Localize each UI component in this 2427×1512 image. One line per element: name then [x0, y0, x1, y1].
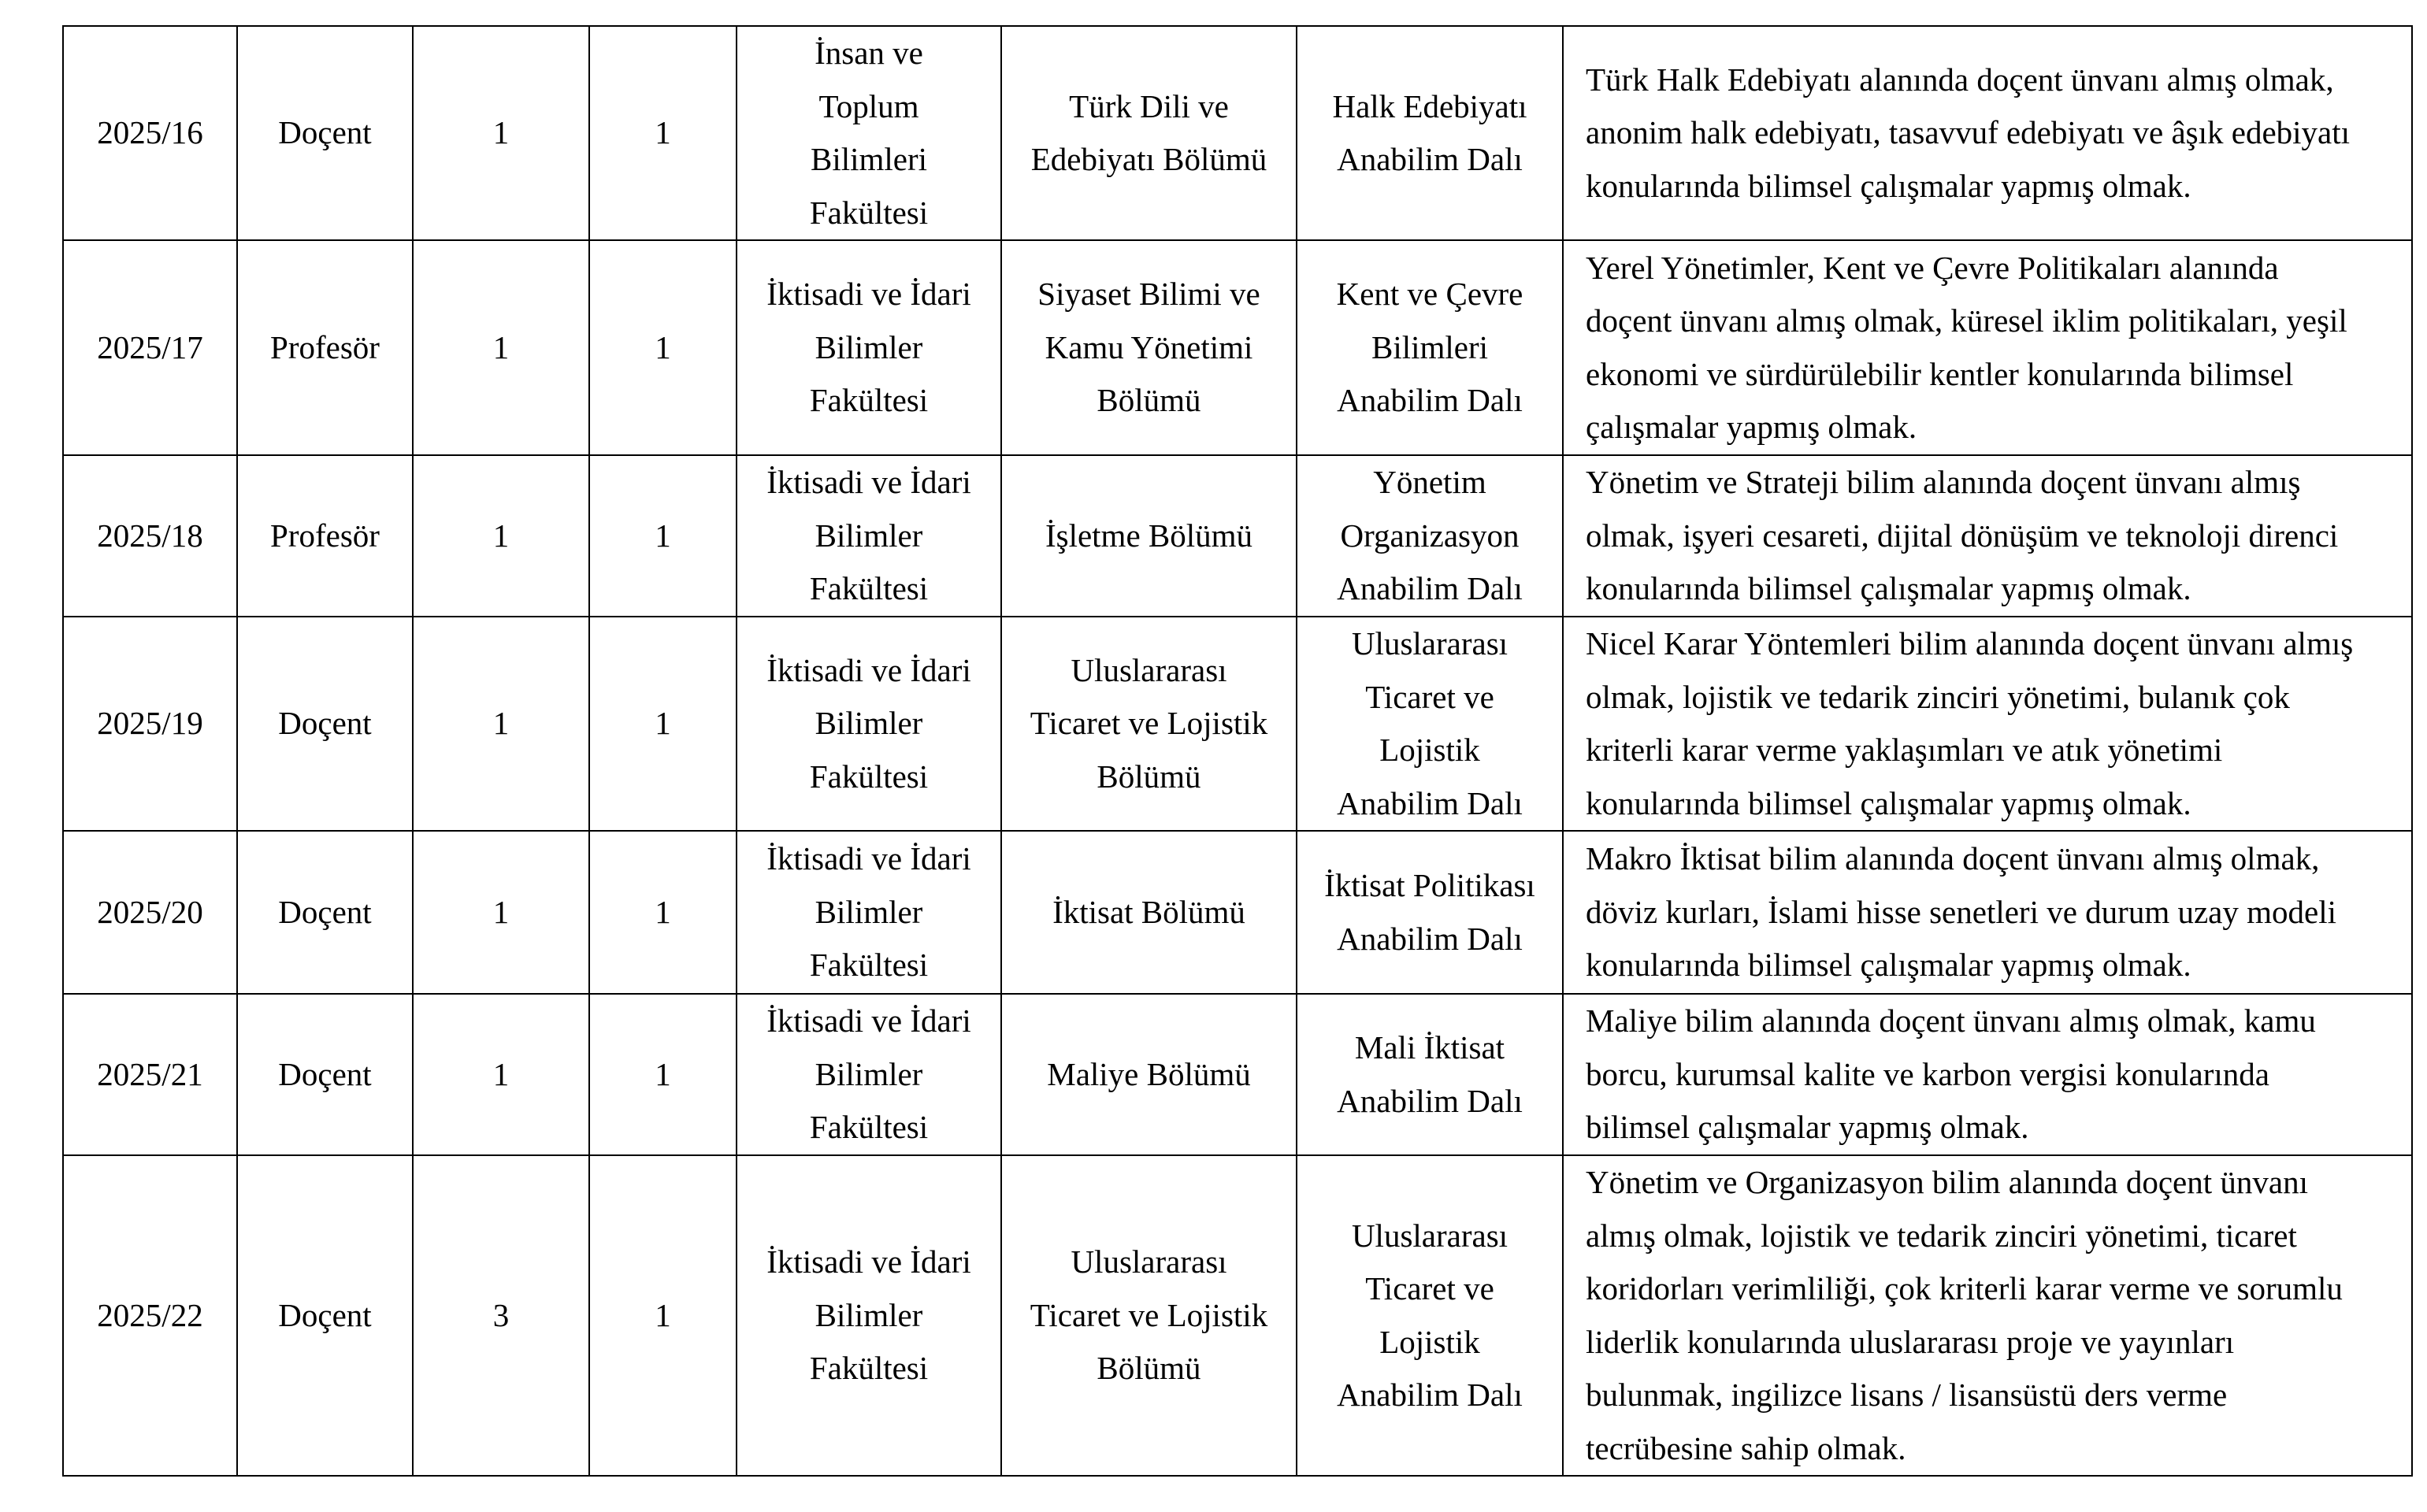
- department-line: Uluslararası: [1071, 1243, 1227, 1280]
- academic-title-cell: Doçent: [237, 1155, 413, 1476]
- division-line: Lojistik: [1379, 1323, 1480, 1360]
- requirements-line: bulunmak, ingilizce lisans / lisansüstü ders verme: [1586, 1377, 2228, 1413]
- staff-count-cell: 1: [413, 26, 589, 240]
- staff-count-cell: 3: [413, 1155, 589, 1476]
- division-line: Anabilim Dalı: [1337, 570, 1523, 607]
- faculty-line: Fakültesi: [809, 947, 929, 984]
- position-number-cell: 2025/22: [63, 1155, 237, 1476]
- requirements-line: Yönetim ve Organizasyon bilim alanında doçent ünvanı: [1586, 1164, 2308, 1200]
- quota-cell: 1: [589, 831, 737, 994]
- division-cell: [1297, 617, 1563, 831]
- department-cell: [1001, 1155, 1297, 1476]
- division-line: Anabilim Dalı: [1337, 382, 1523, 419]
- requirements-line: Nicel Karar Yöntemleri bilim alanında doçent ünvanı almış: [1586, 625, 2354, 662]
- requirements-line: konularında bilimsel çalışmalar yapmış olmak.: [1586, 167, 2191, 204]
- department-line: Ticaret ve Lojistik: [1030, 1296, 1268, 1333]
- division-line: Ticaret ve: [1365, 1270, 1494, 1306]
- requirements-cell: [1563, 240, 2412, 455]
- division-line: Anabilim Dalı: [1337, 1082, 1523, 1119]
- division-cell: [1297, 1155, 1563, 1476]
- requirements-line: doçent ünvanı almış olmak, küresel iklim politikaları, yeşil: [1586, 302, 2347, 339]
- division-line: Bilimleri: [1371, 328, 1489, 365]
- academic-title-cell: Profesör: [237, 240, 413, 455]
- requirements-cell: [1563, 1155, 2412, 1476]
- department-cell: [1001, 26, 1297, 240]
- division-line: Halk Edebiyatı: [1332, 87, 1527, 124]
- division-line: Kent ve Çevre: [1336, 276, 1523, 313]
- department-cell: [1001, 831, 1297, 994]
- faculty-line: İktisadi ve İdari: [766, 1243, 971, 1280]
- faculty-line: Fakültesi: [809, 382, 929, 419]
- faculty-line: Bilimler: [815, 1055, 923, 1092]
- position-number-cell: 2025/21: [63, 994, 237, 1155]
- department-line: Bölümü: [1097, 1350, 1201, 1387]
- quota-cell: 1: [589, 455, 737, 617]
- table-row: [63, 455, 2412, 617]
- position-number-cell: 2025/20: [63, 831, 237, 994]
- table-row: [63, 26, 2412, 240]
- requirements-line: koridorları verimliliği, çok kriterli karar verme ve sorumlu: [1586, 1270, 2343, 1306]
- requirements-line: Makro İktisat bilim alanında doçent ünvanı almış olmak,: [1586, 840, 2320, 877]
- faculty-line: Toplum: [818, 87, 919, 124]
- division-line: Anabilim Dalı: [1337, 141, 1523, 177]
- staff-count-cell: 1: [413, 994, 589, 1155]
- department-line: Kamu Yönetimi: [1045, 328, 1253, 365]
- staff-count-cell: 1: [413, 455, 589, 617]
- department-cell: [1001, 455, 1297, 617]
- faculty-cell: [737, 455, 1001, 617]
- department-line: İktisat Bölümü: [1052, 893, 1245, 930]
- division-line: Mali İktisat: [1354, 1029, 1505, 1065]
- department-cell: [1001, 617, 1297, 831]
- department-line: Türk Dili ve: [1069, 87, 1229, 124]
- requirements-line: kriterli karar verme yaklaşımları ve atık yönetimi: [1586, 732, 2223, 768]
- faculty-line: Bilimler: [815, 517, 923, 554]
- requirements-line: Yerel Yönetimler, Kent ve Çevre Politikaları alanında: [1586, 249, 2279, 286]
- division-line: Anabilim Dalı: [1337, 1377, 1523, 1413]
- division-line: İktisat Politikası: [1324, 867, 1535, 903]
- table-row: [63, 240, 2412, 455]
- division-cell: [1297, 26, 1563, 240]
- division-line: Ticaret ve: [1365, 678, 1494, 715]
- division-line: Yönetim: [1373, 464, 1486, 501]
- faculty-line: İktisadi ve İdari: [766, 840, 971, 877]
- department-line: Siyaset Bilimi ve: [1037, 276, 1260, 313]
- faculty-cell: [737, 617, 1001, 831]
- faculty-line: Bilimler: [815, 705, 923, 742]
- faculty-cell: [737, 994, 1001, 1155]
- requirements-line: olmak, işyeri cesareti, dijital dönüşüm ve teknoloji direnci: [1586, 517, 2339, 554]
- requirements-line: olmak, lojistik ve tedarik zinciri yönetimi, bulanık çok: [1586, 678, 2290, 715]
- faculty-line: İnsan ve: [815, 35, 923, 71]
- quota-cell: 1: [589, 1155, 737, 1476]
- faculty-line: İktisadi ve İdari: [766, 651, 971, 688]
- table-row: [63, 831, 2412, 994]
- department-line: Uluslararası: [1071, 651, 1227, 688]
- department-cell: [1001, 240, 1297, 455]
- faculty-line: Fakültesi: [809, 570, 929, 607]
- faculty-cell: [737, 26, 1001, 240]
- faculty-cell: [737, 240, 1001, 455]
- requirements-line: Yönetim ve Strateji bilim alanında doçent ünvanı almış: [1586, 464, 2301, 501]
- faculty-line: İktisadi ve İdari: [766, 276, 971, 313]
- faculty-line: Fakültesi: [809, 758, 929, 795]
- position-number-cell: 2025/16: [63, 26, 237, 240]
- staff-count-cell: 1: [413, 617, 589, 831]
- position-number-cell: 2025/19: [63, 617, 237, 831]
- faculty-line: Bilimler: [815, 328, 923, 365]
- requirements-line: konularında bilimsel çalışmalar yapmış olmak.: [1586, 784, 2191, 821]
- faculty-line: Bilimler: [815, 1296, 923, 1333]
- table-row: [63, 994, 2412, 1155]
- requirements-cell: [1563, 26, 2412, 240]
- requirements-line: ekonomi ve sürdürülebilir kentler konularında bilimsel: [1586, 355, 2294, 392]
- requirements-line: bilimsel çalışmalar yapmış olmak.: [1586, 1109, 2029, 1146]
- academic-title-cell: Profesör: [237, 455, 413, 617]
- staff-count-cell: 1: [413, 240, 589, 455]
- faculty-line: Bilimleri: [810, 141, 928, 177]
- academic-title-cell: Doçent: [237, 617, 413, 831]
- quota-cell: 1: [589, 26, 737, 240]
- division-line: Uluslararası: [1351, 1217, 1509, 1254]
- requirements-cell: [1563, 831, 2412, 994]
- division-cell: [1297, 240, 1563, 455]
- requirements-line: anonim halk edebiyatı, tasavvuf edebiyatı ve âşık edebiyatı: [1586, 114, 2351, 151]
- division-line: Anabilim Dalı: [1337, 920, 1523, 957]
- faculty-line: İktisadi ve İdari: [766, 1002, 971, 1040]
- faculty-line: İktisadi ve İdari: [766, 464, 971, 501]
- academic-title-cell: Doçent: [237, 26, 413, 240]
- department-line: Bölümü: [1097, 382, 1201, 419]
- positions-table: [62, 25, 2413, 1477]
- division-cell: [1297, 994, 1563, 1155]
- requirements-line: çalışmalar yapmış olmak.: [1586, 409, 1917, 445]
- requirements-cell: [1563, 455, 2412, 617]
- requirements-line: döviz kurları, İslami hisse senetleri ve durum uzay modeli: [1586, 893, 2336, 930]
- staff-count-cell: 1: [413, 831, 589, 994]
- faculty-cell: [737, 831, 1001, 994]
- academic-title-cell: Doçent: [237, 994, 413, 1155]
- division-cell: [1297, 831, 1563, 994]
- requirements-line: konularında bilimsel çalışmalar yapmış olmak.: [1586, 570, 2191, 607]
- position-number-cell: 2025/18: [63, 455, 237, 617]
- requirements-line: borcu, kurumsal kalite ve karbon vergisi konularında: [1586, 1055, 2269, 1092]
- faculty-line: Fakültesi: [809, 1350, 929, 1387]
- department-line: Bölümü: [1097, 758, 1201, 795]
- faculty-line: Fakültesi: [809, 1109, 929, 1146]
- faculty-cell: [737, 1155, 1001, 1476]
- division-line: Anabilim Dalı: [1337, 784, 1523, 821]
- division-cell: [1297, 455, 1563, 617]
- academic-title-cell: Doçent: [237, 831, 413, 994]
- department-line: İşletme Bölümü: [1045, 517, 1253, 554]
- division-line: Organizasyon: [1340, 517, 1520, 554]
- requirements-cell: [1563, 994, 2412, 1155]
- position-number-cell: 2025/17: [63, 240, 237, 455]
- division-line: Lojistik: [1379, 732, 1480, 768]
- division-line: Uluslararası: [1351, 625, 1509, 662]
- quota-cell: 1: [589, 617, 737, 831]
- requirements-line: konularında bilimsel çalışmalar yapmış olmak.: [1586, 947, 2191, 984]
- requirements-line: almış olmak, lojistik ve tedarik zinciri yönetimi, ticaret: [1586, 1217, 2297, 1254]
- faculty-line: Fakültesi: [809, 194, 929, 231]
- requirements-line: Maliye bilim alanında doçent ünvanı almış olmak, kamu: [1586, 1002, 2316, 1040]
- quota-cell: 1: [589, 240, 737, 455]
- requirements-line: liderlik konularında uluslararası proje ve yayınları: [1586, 1323, 2235, 1360]
- requirements-line: Türk Halk Edebiyatı alanında doçent ünvanı almış olmak,: [1586, 61, 2334, 98]
- requirements-cell: [1563, 617, 2412, 831]
- department-line: Maliye Bölümü: [1047, 1055, 1251, 1092]
- department-cell: [1001, 994, 1297, 1155]
- faculty-line: Bilimler: [815, 893, 923, 930]
- department-line: Ticaret ve Lojistik: [1030, 705, 1268, 742]
- table-row: [63, 1155, 2412, 1476]
- quota-cell: 1: [589, 994, 737, 1155]
- department-line: Edebiyatı Bölümü: [1030, 141, 1267, 177]
- table-row: [63, 617, 2412, 831]
- requirements-line: tecrübesine sahip olmak.: [1586, 1429, 1906, 1466]
